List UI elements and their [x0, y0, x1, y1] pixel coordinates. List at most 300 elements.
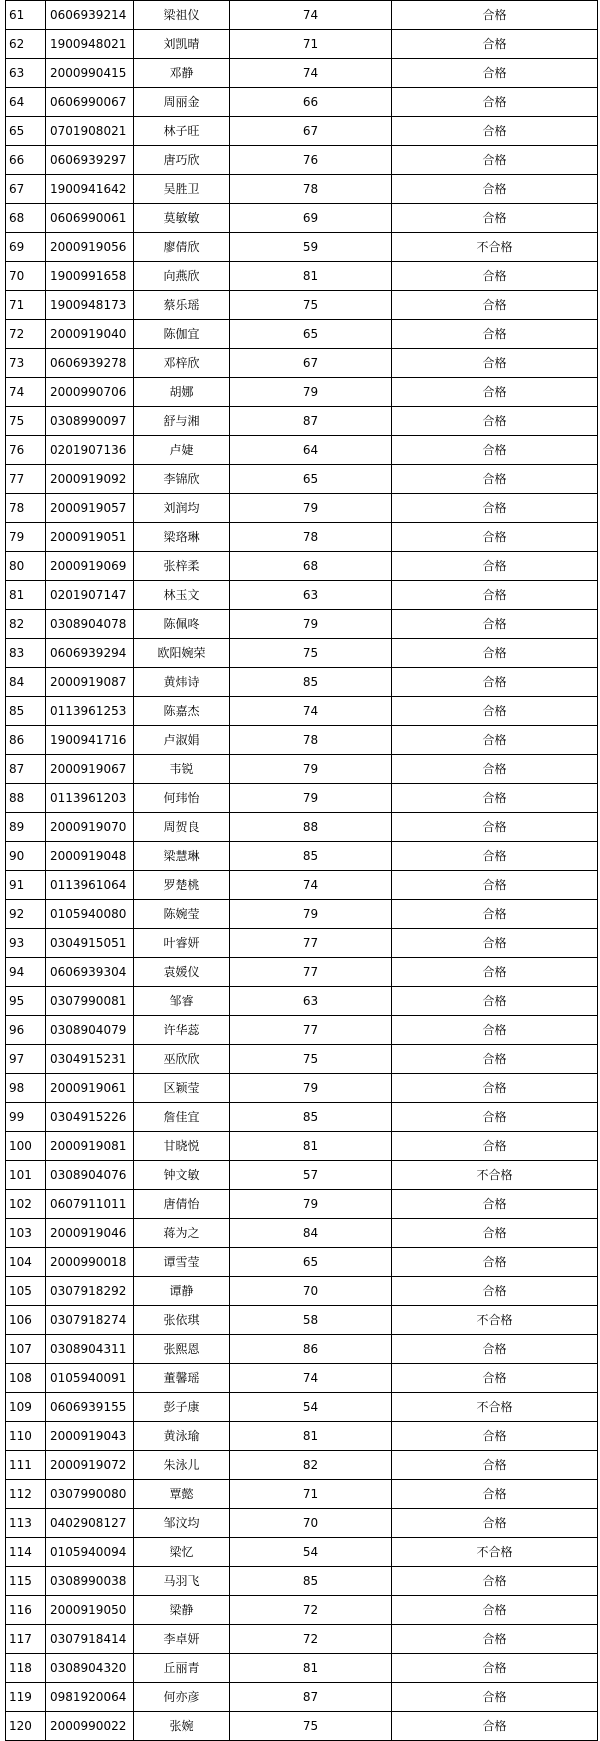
score-cell: 72: [230, 1596, 392, 1625]
candidate-id-cell: 1900941642: [46, 175, 134, 204]
result-cell: 合格: [392, 1422, 598, 1451]
result-cell: 合格: [392, 1103, 598, 1132]
name-cell: 张梓柔: [134, 552, 230, 581]
table-row: [6, 146, 598, 175]
table-row: [6, 1219, 598, 1248]
candidate-id-cell: 0606939214: [46, 1, 134, 30]
score-cell: 70: [230, 1277, 392, 1306]
row-number-cell: 86: [6, 726, 46, 755]
table-row: [6, 871, 598, 900]
row-number-cell: 72: [6, 320, 46, 349]
score-cell: 67: [230, 117, 392, 146]
candidate-id-cell: 0201907147: [46, 581, 134, 610]
candidate-id-cell: 0308904311: [46, 1335, 134, 1364]
candidate-id-cell: 0113961253: [46, 697, 134, 726]
score-cell: 82: [230, 1451, 392, 1480]
name-cell: 陈佩咚: [134, 610, 230, 639]
table-row: [6, 784, 598, 813]
row-number-cell: 101: [6, 1161, 46, 1190]
table-row: [6, 523, 598, 552]
score-cell: 68: [230, 552, 392, 581]
candidate-id-cell: 0105940094: [46, 1538, 134, 1567]
table-row: [6, 1451, 598, 1480]
candidate-id-cell: 2000919087: [46, 668, 134, 697]
table-row: [6, 1509, 598, 1538]
result-cell: 合格: [392, 610, 598, 639]
result-cell: 合格: [392, 958, 598, 987]
candidate-id-cell: 2000919056: [46, 233, 134, 262]
result-cell: 合格: [392, 146, 598, 175]
row-number-cell: 71: [6, 291, 46, 320]
score-cell: 74: [230, 1364, 392, 1393]
result-cell: 不合格: [392, 1306, 598, 1335]
candidate-id-cell: 2000919081: [46, 1132, 134, 1161]
score-cell: 77: [230, 1016, 392, 1045]
score-cell: 57: [230, 1161, 392, 1190]
name-cell: 朱泳儿: [134, 1451, 230, 1480]
name-cell: 向燕欣: [134, 262, 230, 291]
result-cell: 合格: [392, 1567, 598, 1596]
name-cell: 罗楚桃: [134, 871, 230, 900]
name-cell: 马羽飞: [134, 1567, 230, 1596]
result-cell: 合格: [392, 668, 598, 697]
row-number-cell: 79: [6, 523, 46, 552]
result-cell: 合格: [392, 1219, 598, 1248]
table-row: [6, 1364, 598, 1393]
score-cell: 66: [230, 88, 392, 117]
table-row: [6, 1016, 598, 1045]
table-row: [6, 552, 598, 581]
name-cell: 林玉文: [134, 581, 230, 610]
table-row: [6, 1161, 598, 1190]
table-row: [6, 668, 598, 697]
score-cell: 58: [230, 1306, 392, 1335]
candidate-id-cell: 2000990706: [46, 378, 134, 407]
name-cell: 梁祖仪: [134, 1, 230, 30]
name-cell: 巫欣欣: [134, 1045, 230, 1074]
row-number-cell: 98: [6, 1074, 46, 1103]
row-number-cell: 74: [6, 378, 46, 407]
candidate-id-cell: 0308990038: [46, 1567, 134, 1596]
score-cell: 85: [230, 668, 392, 697]
score-cell: 74: [230, 871, 392, 900]
row-number-cell: 69: [6, 233, 46, 262]
name-cell: 梁静: [134, 1596, 230, 1625]
table-row: [6, 1596, 598, 1625]
table-row: [6, 1190, 598, 1219]
name-cell: 卢淑娟: [134, 726, 230, 755]
candidate-id-cell: 2000919057: [46, 494, 134, 523]
candidate-id-cell: 2000919048: [46, 842, 134, 871]
row-number-cell: 103: [6, 1219, 46, 1248]
result-cell: 合格: [392, 1074, 598, 1103]
score-cell: 74: [230, 1, 392, 30]
candidate-id-cell: 2000990022: [46, 1712, 134, 1741]
candidate-id-cell: 2000919072: [46, 1451, 134, 1480]
row-number-cell: 102: [6, 1190, 46, 1219]
result-cell: 合格: [392, 639, 598, 668]
score-cell: 59: [230, 233, 392, 262]
table-row: [6, 407, 598, 436]
row-number-cell: 97: [6, 1045, 46, 1074]
score-cell: 79: [230, 1074, 392, 1103]
row-number-cell: 104: [6, 1248, 46, 1277]
score-cell: 81: [230, 262, 392, 291]
name-cell: 何玮怡: [134, 784, 230, 813]
name-cell: 黄炜诗: [134, 668, 230, 697]
row-number-cell: 117: [6, 1625, 46, 1654]
score-cell: 54: [230, 1538, 392, 1567]
row-number-cell: 112: [6, 1480, 46, 1509]
row-number-cell: 73: [6, 349, 46, 378]
candidate-id-cell: 2000919046: [46, 1219, 134, 1248]
candidate-id-cell: 1900948021: [46, 30, 134, 59]
table-row: [6, 1393, 598, 1422]
row-number-cell: 119: [6, 1683, 46, 1712]
table-row: [6, 1567, 598, 1596]
candidate-id-cell: 0606939278: [46, 349, 134, 378]
result-cell: 合格: [392, 436, 598, 465]
result-cell: 合格: [392, 88, 598, 117]
score-cell: 75: [230, 639, 392, 668]
table-row: [6, 1132, 598, 1161]
table-row: [6, 842, 598, 871]
table-row: [6, 610, 598, 639]
score-cell: 79: [230, 610, 392, 639]
table-row: [6, 465, 598, 494]
name-cell: 陈伽宜: [134, 320, 230, 349]
table-row: [6, 1335, 598, 1364]
name-cell: 李卓妍: [134, 1625, 230, 1654]
row-number-cell: 77: [6, 465, 46, 494]
result-cell: 合格: [392, 30, 598, 59]
name-cell: 覃懿: [134, 1480, 230, 1509]
result-cell: 合格: [392, 755, 598, 784]
candidate-id-cell: 0304915051: [46, 929, 134, 958]
name-cell: 何亦彦: [134, 1683, 230, 1712]
row-number-cell: 105: [6, 1277, 46, 1306]
name-cell: 区颖莹: [134, 1074, 230, 1103]
score-cell: 78: [230, 175, 392, 204]
row-number-cell: 94: [6, 958, 46, 987]
result-cell: 合格: [392, 465, 598, 494]
name-cell: 彭子康: [134, 1393, 230, 1422]
score-cell: 65: [230, 465, 392, 494]
score-cell: 65: [230, 320, 392, 349]
row-number-cell: 68: [6, 204, 46, 233]
result-cell: 合格: [392, 726, 598, 755]
name-cell: 袁媛仪: [134, 958, 230, 987]
candidate-id-cell: 0304915231: [46, 1045, 134, 1074]
table-row: [6, 1074, 598, 1103]
row-number-cell: 115: [6, 1567, 46, 1596]
candidate-id-cell: 0308904076: [46, 1161, 134, 1190]
candidate-id-cell: 0308904320: [46, 1654, 134, 1683]
row-number-cell: 75: [6, 407, 46, 436]
result-cell: 合格: [392, 349, 598, 378]
score-cell: 64: [230, 436, 392, 465]
row-number-cell: 67: [6, 175, 46, 204]
name-cell: 廖倩欣: [134, 233, 230, 262]
result-cell: 合格: [392, 1364, 598, 1393]
result-cell: 合格: [392, 175, 598, 204]
table-row: [6, 1, 598, 30]
table-row: [6, 1625, 598, 1654]
name-cell: 蒋为之: [134, 1219, 230, 1248]
table-row: [6, 59, 598, 88]
score-cell: 77: [230, 958, 392, 987]
name-cell: 唐倩怡: [134, 1190, 230, 1219]
name-cell: 董馨瑶: [134, 1364, 230, 1393]
candidate-id-cell: 0105940080: [46, 900, 134, 929]
score-cell: 71: [230, 30, 392, 59]
candidate-id-cell: 0606939155: [46, 1393, 134, 1422]
table-row: [6, 900, 598, 929]
candidate-id-cell: 0307990081: [46, 987, 134, 1016]
score-cell: 65: [230, 1248, 392, 1277]
result-cell: 合格: [392, 1190, 598, 1219]
score-cell: 85: [230, 1103, 392, 1132]
result-cell: 不合格: [392, 1393, 598, 1422]
name-cell: 陈婉莹: [134, 900, 230, 929]
result-cell: 合格: [392, 1509, 598, 1538]
table-row: [6, 755, 598, 784]
name-cell: 张婉: [134, 1712, 230, 1741]
candidate-id-cell: 0308904078: [46, 610, 134, 639]
result-cell: 不合格: [392, 233, 598, 262]
candidate-id-cell: 0607911011: [46, 1190, 134, 1219]
name-cell: 甘晓悦: [134, 1132, 230, 1161]
result-cell: 合格: [392, 59, 598, 88]
result-cell: 合格: [392, 842, 598, 871]
result-cell: 合格: [392, 1248, 598, 1277]
table-row: [6, 30, 598, 59]
row-number-cell: 82: [6, 610, 46, 639]
row-number-cell: 85: [6, 697, 46, 726]
row-number-cell: 120: [6, 1712, 46, 1741]
row-number-cell: 92: [6, 900, 46, 929]
table-row: [6, 1480, 598, 1509]
table-row: [6, 639, 598, 668]
row-number-cell: 113: [6, 1509, 46, 1538]
candidate-id-cell: 2000919043: [46, 1422, 134, 1451]
name-cell: 梁慧琳: [134, 842, 230, 871]
result-cell: 合格: [392, 929, 598, 958]
row-number-cell: 62: [6, 30, 46, 59]
table-row: [6, 436, 598, 465]
table-row: [6, 726, 598, 755]
result-cell: 合格: [392, 378, 598, 407]
candidate-id-cell: 0308990097: [46, 407, 134, 436]
result-cell: 合格: [392, 494, 598, 523]
name-cell: 黄泳瑜: [134, 1422, 230, 1451]
result-cell: 不合格: [392, 1161, 598, 1190]
name-cell: 欧阳婉荣: [134, 639, 230, 668]
result-cell: 合格: [392, 1016, 598, 1045]
results-table: [5, 0, 598, 1741]
score-cell: 74: [230, 697, 392, 726]
candidate-id-cell: 0307918414: [46, 1625, 134, 1654]
table-row: [6, 1422, 598, 1451]
result-cell: 合格: [392, 1451, 598, 1480]
result-cell: 合格: [392, 1596, 598, 1625]
row-number-cell: 107: [6, 1335, 46, 1364]
score-cell: 77: [230, 929, 392, 958]
row-number-cell: 110: [6, 1422, 46, 1451]
row-number-cell: 90: [6, 842, 46, 871]
name-cell: 卢婕: [134, 436, 230, 465]
row-number-cell: 108: [6, 1364, 46, 1393]
row-number-cell: 84: [6, 668, 46, 697]
table-row: [6, 1045, 598, 1074]
candidate-id-cell: 0113961064: [46, 871, 134, 900]
score-cell: 75: [230, 1712, 392, 1741]
candidate-id-cell: 0304915226: [46, 1103, 134, 1132]
result-cell: 合格: [392, 1683, 598, 1712]
table-row: [6, 1103, 598, 1132]
result-cell: 合格: [392, 697, 598, 726]
row-number-cell: 83: [6, 639, 46, 668]
candidate-id-cell: 0402908127: [46, 1509, 134, 1538]
table-row: [6, 929, 598, 958]
result-cell: 合格: [392, 1, 598, 30]
result-cell: 合格: [392, 900, 598, 929]
table-row: [6, 291, 598, 320]
row-number-cell: 63: [6, 59, 46, 88]
candidate-id-cell: 2000919092: [46, 465, 134, 494]
name-cell: 邓梓欣: [134, 349, 230, 378]
score-cell: 79: [230, 900, 392, 929]
score-cell: 85: [230, 1567, 392, 1596]
score-cell: 63: [230, 987, 392, 1016]
score-cell: 88: [230, 813, 392, 842]
name-cell: 谭静: [134, 1277, 230, 1306]
row-number-cell: 118: [6, 1654, 46, 1683]
table-row: [6, 958, 598, 987]
candidate-id-cell: 0981920064: [46, 1683, 134, 1712]
name-cell: 邹汶均: [134, 1509, 230, 1538]
row-number-cell: 64: [6, 88, 46, 117]
candidate-id-cell: 1900941716: [46, 726, 134, 755]
table-row: [6, 1712, 598, 1741]
row-number-cell: 61: [6, 1, 46, 30]
name-cell: 詹佳宜: [134, 1103, 230, 1132]
name-cell: 韦锐: [134, 755, 230, 784]
result-cell: 合格: [392, 1625, 598, 1654]
name-cell: 许华蕊: [134, 1016, 230, 1045]
name-cell: 吴胜卫: [134, 175, 230, 204]
table-row: [6, 697, 598, 726]
name-cell: 张熙恩: [134, 1335, 230, 1364]
candidate-id-cell: 2000919067: [46, 755, 134, 784]
name-cell: 陈嘉杰: [134, 697, 230, 726]
name-cell: 邹睿: [134, 987, 230, 1016]
row-number-cell: 70: [6, 262, 46, 291]
result-cell: 合格: [392, 1654, 598, 1683]
result-cell: 合格: [392, 552, 598, 581]
score-cell: 76: [230, 146, 392, 175]
result-cell: 合格: [392, 871, 598, 900]
name-cell: 周丽金: [134, 88, 230, 117]
row-number-cell: 78: [6, 494, 46, 523]
table-row: [6, 175, 598, 204]
table-row: [6, 88, 598, 117]
table-row: [6, 1654, 598, 1683]
row-number-cell: 89: [6, 813, 46, 842]
row-number-cell: 87: [6, 755, 46, 784]
score-cell: 75: [230, 1045, 392, 1074]
result-cell: 合格: [392, 1132, 598, 1161]
candidate-id-cell: 0606939304: [46, 958, 134, 987]
candidate-id-cell: 2000990415: [46, 59, 134, 88]
table-row: [6, 117, 598, 146]
result-cell: 合格: [392, 1277, 598, 1306]
result-cell: 合格: [392, 581, 598, 610]
score-cell: 79: [230, 755, 392, 784]
candidate-id-cell: 0606939297: [46, 146, 134, 175]
score-cell: 81: [230, 1422, 392, 1451]
score-cell: 63: [230, 581, 392, 610]
row-number-cell: 106: [6, 1306, 46, 1335]
candidate-id-cell: 2000919040: [46, 320, 134, 349]
result-cell: 合格: [392, 117, 598, 146]
row-number-cell: 95: [6, 987, 46, 1016]
score-cell: 78: [230, 523, 392, 552]
score-cell: 79: [230, 378, 392, 407]
score-cell: 74: [230, 59, 392, 88]
name-cell: 丘丽青: [134, 1654, 230, 1683]
score-cell: 71: [230, 1480, 392, 1509]
name-cell: 邓静: [134, 59, 230, 88]
table-row: [6, 233, 598, 262]
table-row: [6, 494, 598, 523]
score-cell: 69: [230, 204, 392, 233]
table-row: [6, 813, 598, 842]
row-number-cell: 93: [6, 929, 46, 958]
name-cell: 梁珞琳: [134, 523, 230, 552]
name-cell: 舒与湘: [134, 407, 230, 436]
candidate-id-cell: 0307918292: [46, 1277, 134, 1306]
name-cell: 张依琪: [134, 1306, 230, 1335]
table-row: [6, 1248, 598, 1277]
name-cell: 蔡乐瑶: [134, 291, 230, 320]
candidate-id-cell: 0606939294: [46, 639, 134, 668]
name-cell: 周贺良: [134, 813, 230, 842]
table-row: [6, 581, 598, 610]
table-row: [6, 1277, 598, 1306]
table-row: [6, 204, 598, 233]
name-cell: 李锦欣: [134, 465, 230, 494]
result-cell: 合格: [392, 407, 598, 436]
row-number-cell: 116: [6, 1596, 46, 1625]
score-cell: 79: [230, 784, 392, 813]
row-number-cell: 91: [6, 871, 46, 900]
candidate-id-cell: 0113961203: [46, 784, 134, 813]
name-cell: 梁忆: [134, 1538, 230, 1567]
candidate-id-cell: 0701908021: [46, 117, 134, 146]
table-row: [6, 1683, 598, 1712]
score-cell: 81: [230, 1132, 392, 1161]
name-cell: 叶睿妍: [134, 929, 230, 958]
result-cell: 合格: [392, 204, 598, 233]
table-row: [6, 378, 598, 407]
score-cell: 54: [230, 1393, 392, 1422]
result-cell: 合格: [392, 784, 598, 813]
candidate-id-cell: 2000990018: [46, 1248, 134, 1277]
table-row: [6, 349, 598, 378]
row-number-cell: 80: [6, 552, 46, 581]
score-cell: 86: [230, 1335, 392, 1364]
